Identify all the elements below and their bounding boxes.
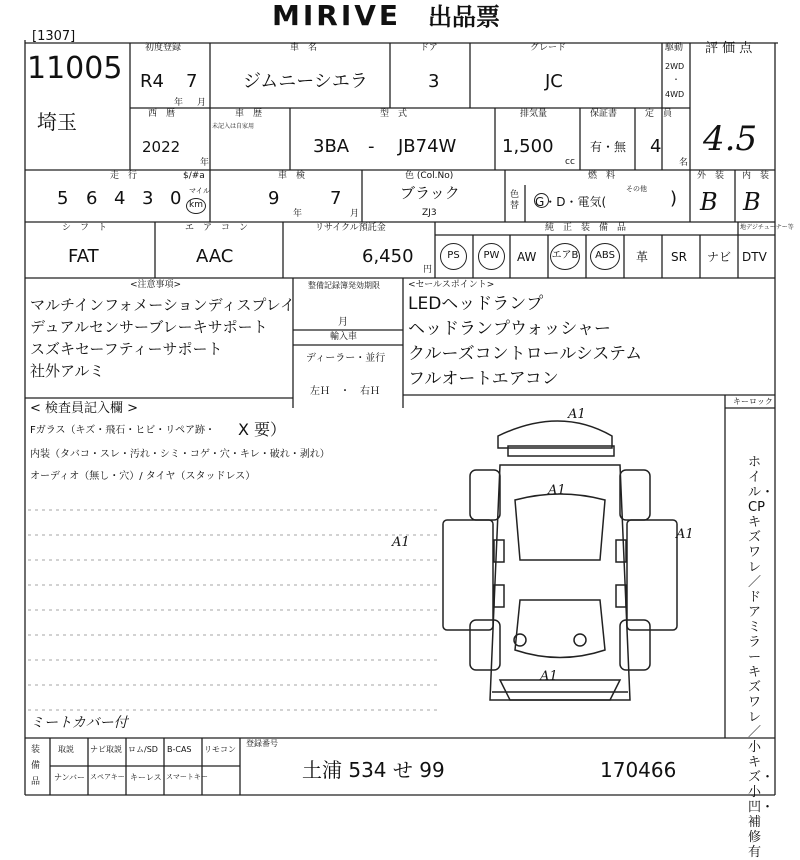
shift-label: シ フ ト	[62, 223, 108, 233]
damage-mark-hood: A1	[548, 483, 566, 498]
sales-item: クルーズコントロールシステム	[408, 344, 643, 364]
fuel-other-label: その他	[626, 185, 647, 193]
shift-value: FAT	[68, 246, 99, 267]
model-dash: -	[368, 136, 375, 157]
interior-grade: B	[743, 188, 761, 216]
fuel-options: G・D・電気(	[535, 195, 607, 209]
footer-item: スペアキー	[90, 773, 125, 781]
keylock-label: キーロック	[733, 397, 773, 406]
record-month: 月	[338, 317, 348, 328]
grade: JC	[545, 71, 563, 92]
capacity-unit: 名	[679, 158, 689, 168]
rating-label: 評 価 点	[705, 41, 753, 56]
grade-label: グレード	[530, 43, 567, 53]
history-note: 未記入は自家用	[212, 123, 255, 130]
audio-tire-line: オーディオ（無し・穴）/ タイヤ（スタッドレス）	[30, 471, 256, 482]
damage-mark-rear: A1	[540, 669, 558, 684]
equip-pw: PW	[478, 243, 505, 270]
equip-dtv: DTV	[742, 250, 767, 264]
drive-sep: ・	[672, 75, 680, 84]
mileage-digit: 5	[57, 188, 69, 209]
handle-side: 左Ｈ ・ 右Ｈ	[310, 386, 380, 397]
exterior-grade: B	[700, 188, 718, 216]
lot-region: 埼玉	[37, 110, 77, 134]
model-label: 型 式	[380, 109, 408, 119]
footer-item: リモコン	[204, 745, 236, 754]
lot-number: 11005	[27, 51, 123, 86]
door-count: 3	[428, 71, 440, 92]
mileage-label: 走 行	[110, 171, 138, 181]
shaken-month-unit: 月	[350, 209, 360, 219]
equipment-label: 純 正 装 備 品	[545, 223, 627, 233]
recycle-value: 6,450	[362, 246, 414, 267]
note-item: マルチインフォメーションディスプレイ	[30, 296, 296, 314]
footer-item: B-CAS	[167, 745, 192, 754]
mileage-digit: 4	[114, 188, 126, 209]
capacity-value: 4	[650, 136, 662, 157]
drive-label: 駆動	[665, 43, 684, 53]
lot-code: [1307]	[32, 29, 76, 44]
seat-cover-note: ミートカバー付	[30, 715, 128, 731]
equip-aw: AW	[517, 250, 537, 264]
tuner-label: 地デジチューナー等	[740, 224, 794, 231]
year-unit: 年	[174, 98, 184, 108]
plate-label: 登録番号	[246, 739, 278, 748]
fuel-label: 燃 料	[588, 171, 616, 181]
damage-mark-left: A1	[392, 535, 410, 550]
shaken-month: 7	[330, 188, 342, 209]
side-damage-text: ホイル・CPキズ ワレ／ドアミラーキズ ワレ／小キズ・小凹・補修有	[748, 455, 775, 860]
first-reg-month: 7	[186, 71, 198, 92]
displacement-label: 排気量	[520, 109, 548, 119]
meter-label: $/#a	[183, 171, 205, 181]
drive-4wd: 4WD	[665, 90, 685, 99]
import-label: 輸入車	[330, 332, 358, 342]
interior-line: 内装（タバコ・スレ・汚れ・シミ・コゲ・穴・キレ・破れ・剥れ）	[30, 449, 330, 460]
displacement-unit: cc	[565, 157, 575, 167]
footer-item: ナビ取説	[90, 745, 122, 754]
windshield-line: Fガラス（キズ・飛石・ヒビ・リペア跡・	[30, 425, 216, 436]
damage-mark-front: A1	[568, 407, 586, 422]
ac-label: エ ア コ ン	[185, 223, 249, 233]
brand-name: MIRIVE	[272, 0, 402, 32]
rating-value: 4.5	[703, 119, 758, 159]
first-reg-era: R4	[140, 71, 164, 92]
displacement-value: 1,500	[502, 136, 554, 157]
footer-equip-label: 装備品	[31, 745, 41, 787]
model-code: JB74W	[398, 136, 457, 157]
drive-2wd: 2WD	[665, 62, 685, 71]
footer-item: キーレス	[130, 773, 162, 782]
km-unit: km	[186, 198, 206, 214]
car-name-label: 車 名	[290, 43, 318, 53]
year-unit2: 年	[200, 158, 210, 168]
equip-leather: 革	[636, 250, 649, 264]
note-item: スズキセーフティーサポート	[30, 340, 223, 358]
warranty-value: 有・無	[590, 140, 627, 154]
car-name: ジムニーシエラ	[243, 71, 368, 92]
exterior-label: 外 装	[697, 171, 725, 181]
mile-unit: マイル	[189, 187, 210, 195]
color-value: ブラック	[400, 184, 460, 202]
month-unit: 月	[197, 98, 207, 108]
paint-label: 色替	[510, 190, 520, 211]
sales-item: ヘッドランプウォッシャー	[408, 319, 611, 339]
interior-label: 内 装	[742, 171, 770, 181]
shaken-label: 車 検	[278, 171, 306, 181]
footer-item: スマートキー	[166, 773, 208, 781]
plate-number: 土浦 534 せ 99	[302, 758, 445, 782]
warranty-label: 保証書	[590, 109, 618, 119]
history-label: 車 歴	[235, 109, 263, 119]
color-code: ZJ3	[422, 208, 437, 218]
equip-ps: PS	[440, 243, 467, 270]
equip-abs: ABS	[590, 243, 620, 270]
footer-item: ロム/SD	[128, 745, 158, 754]
inspector-title: < 検査員記入欄 >	[30, 401, 139, 416]
door-label: ドア	[420, 43, 438, 53]
recycle-unit: 円	[423, 265, 433, 275]
first-reg-label: 初度登録	[145, 43, 182, 53]
mileage-digit: 0	[170, 188, 182, 209]
shaken-year-unit: 年	[293, 209, 303, 219]
equip-navi: ナビ	[707, 250, 732, 264]
document-title: 出品票	[428, 3, 500, 31]
mileage-digit: 6	[86, 188, 98, 209]
notes-title: <注意事項>	[130, 280, 182, 290]
color-label: 色 (Col.No)	[405, 171, 454, 181]
record-label: 整備記録簿発効期限	[308, 281, 380, 290]
serial-number: 170466	[600, 758, 677, 782]
fuel-close-paren: )	[670, 188, 678, 209]
note-item: 社外アルミ	[30, 362, 105, 380]
dealer-parallel: ディーラー・並行	[306, 353, 386, 364]
equip-airbag: エアB	[550, 243, 580, 270]
sales-title: <セールスポイント>	[408, 280, 495, 290]
ac-value: AAC	[196, 246, 234, 267]
capacity-label: 定 員	[645, 109, 673, 119]
equip-sunroof: SR	[671, 250, 687, 264]
shaken-year: 9	[268, 188, 280, 209]
sales-item: フルオートエアコン	[408, 369, 559, 389]
damage-mark-right: A1	[676, 527, 694, 542]
footer-item: ナンバー	[54, 773, 86, 782]
year-value: 2022	[142, 138, 181, 156]
model-prefix: 3BA	[313, 136, 350, 157]
mileage-digit: 3	[142, 188, 154, 209]
footer-item: 取説	[58, 745, 74, 754]
year-label: 西 暦	[148, 109, 176, 119]
sales-item: LEDヘッドランプ	[408, 294, 544, 314]
windshield-mark: X 要）	[238, 420, 287, 439]
recycle-label: リサイクル預託金	[315, 223, 386, 233]
note-item: デュアルセンサーブレーキサポート	[30, 318, 268, 336]
